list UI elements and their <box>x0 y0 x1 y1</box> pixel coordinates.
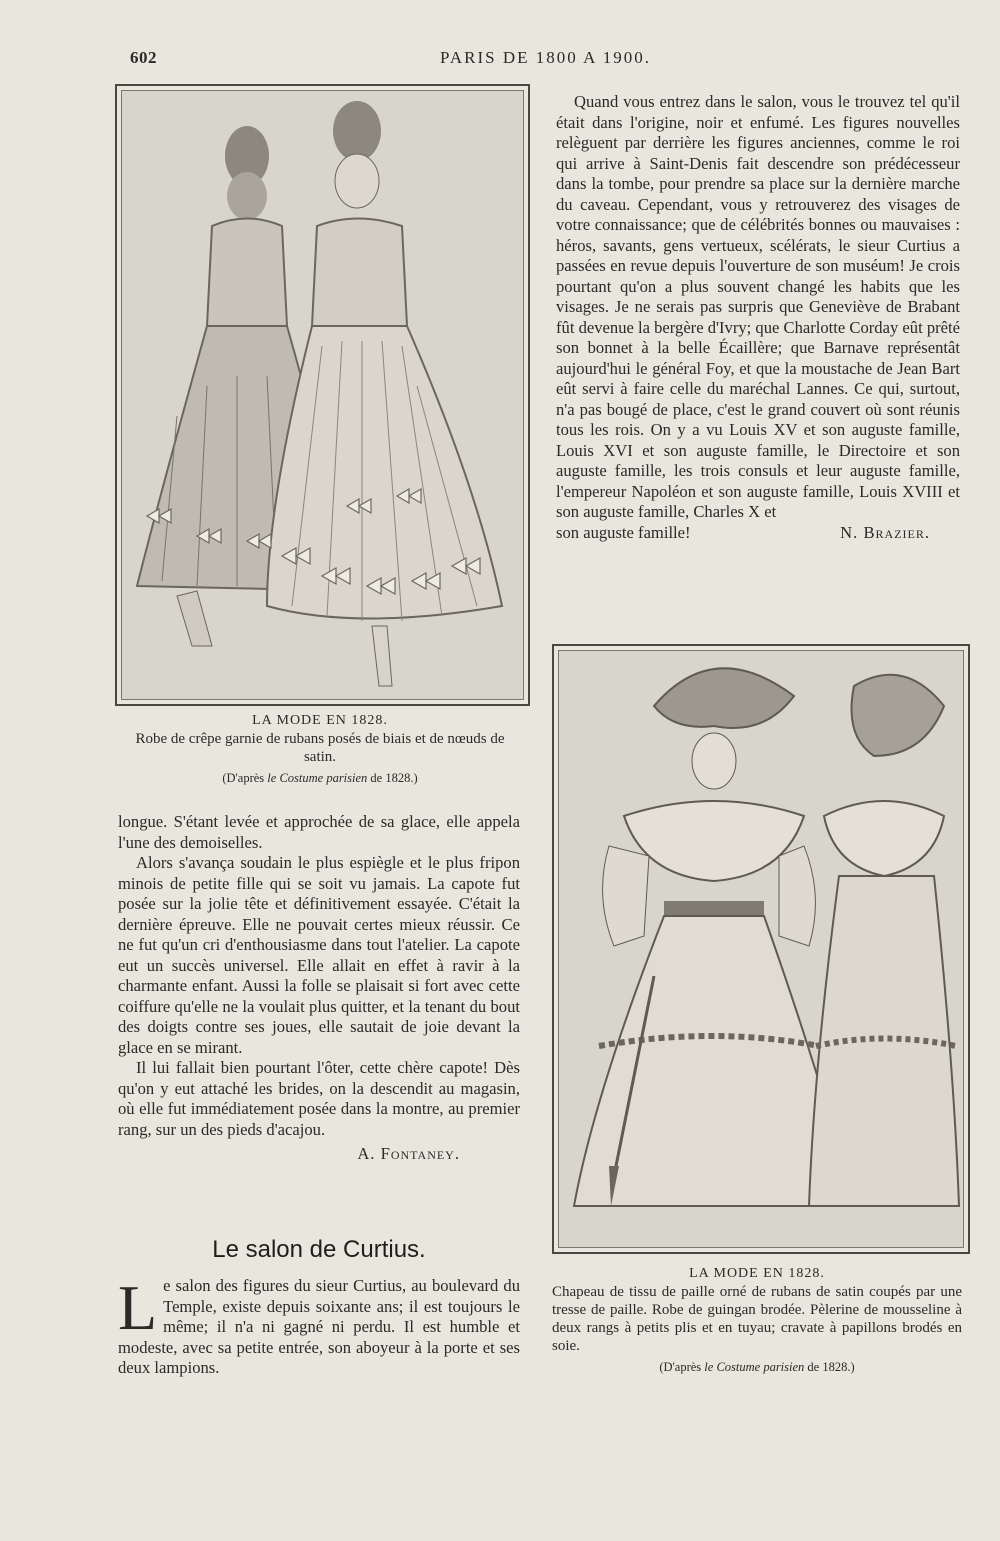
caption-source <box>552 1358 962 1376</box>
caption-source <box>120 769 520 787</box>
running-title: PARIS DE 1800 A 1900. <box>440 48 651 67</box>
engraving-bonnet-ladies-illustration <box>554 646 968 1252</box>
caption-title: LA MODE EN 1828. <box>252 713 388 728</box>
article-text-right-column <box>556 92 960 543</box>
last-line: son auguste famille! <box>556 522 691 542</box>
paragraph: Alors s'avança soudain le plus espiègle et le plus fripon minois de petite fille qui se soit vu jamais. La capote fut posée sur la jolie tête et définitivement essayée. C'était la dernière épreuve. Elle ne pouvait certes mieux réussir. Ce ne fut qu'un cri d'enthousiasme dans tout l'atelier. La capote eut un succès universel. Elle allait en effet à ravir à la charmante enfant. Aussi la folle se plaisait si fort avec cette coiffure qu'elle ne la voulait plus quitter, et la tenant du bout des doigts contre ses joues, elle sautait de joie devant la glace en se mirant. <box>118 853 520 1057</box>
closing-line <box>556 523 960 544</box>
drop-cap: L <box>118 1272 158 1343</box>
source-suffix: de 1828.) <box>807 1360 855 1374</box>
section-text <box>118 1272 520 1379</box>
source-prefix: (D'après <box>222 771 265 785</box>
source-work: le Costume parisien <box>267 771 368 785</box>
fashion-plate-straw-hat <box>552 644 970 1254</box>
plate-caption-1 <box>120 712 520 787</box>
source-suffix: de 1828.) <box>370 771 418 785</box>
author-signature: A. Fontaney. <box>357 1144 460 1163</box>
engraving-two-ladies-illustration <box>117 86 528 704</box>
caption-description: Robe de crêpe garnie de rubans posés de biais et de nœuds de satin. <box>135 731 505 765</box>
paragraph: Quand vous entrez dans le salon, vous le trouvez tel qu'il était dans l'origine, noir et enfumé. Les figures nouvelles relèguent par derrière les figures anciennes, comme le roi qui arrive à Saint-Denis fait descendre son prédécesseur dans la tombe, pour prendre sa place sur la dernière marche du caveau. Cependant, vous y retrouverez des visages de votre connaissance; que de célébrités bonnes ou mauvaises : héros, savants, gens vertueux, scélérats, le sieur Curtius a passées en revue depuis l'ouverture de son muséum! Je crois pourtant qu'on a plus souvent changé les habits que les visages. Je ne serais pas surpris que Geneviève de Brabant fût devenue la bergère d'Ivry; que Charlotte Corday eût prêté son bonnet à la belle Écaillère; que Barnave représentât aujourd'hui le général Foy, et que la moustache de Jean Bart eût servi à faire celle du maréchal Lannes. Ce qui, surtout, n'a pas bougé de place, c'est le grand couvert où sont réunis tous les rois. On y a vu Louis XV et son auguste famille, Louis XVI et son auguste famille, le Directoire et son auguste famille, les trois consuls et leur auguste famille, l'empereur Napoléon et son auguste famille, Louis XVIII et son auguste famille, Charles X et <box>556 92 961 521</box>
author-signature: N. Brazier. <box>840 522 930 542</box>
source-work: le Costume parisien <box>704 1360 805 1374</box>
caption-title: LA MODE EN 1828. <box>689 1266 825 1281</box>
fashion-plate-crepe-dress <box>115 84 530 706</box>
plate-caption-2 <box>552 1265 962 1376</box>
section-heading: Le salon de Curtius. <box>212 1236 426 1263</box>
article-text-left-column <box>118 812 520 1165</box>
paragraph: Il lui fallait bien pourtant l'ôter, cette chère capote! Dès qu'on y eut attaché les brides, on la descendit au magasin, où elle fut immédiatement posée dans la montre, au premier rang, sur un des pieds d'acajou. <box>118 1058 520 1139</box>
source-prefix: (D'après <box>659 1360 702 1374</box>
section-paragraph: e salon des figures du sieur Curtius, au boulevard du Temple, existe depuis soixante ans; il est toujours le même; il n'a ni gagné ni perdu. Il est humble et modeste, avec sa petite entrée, son aboyeur à la porte et ses deux lampions. <box>118 1276 520 1377</box>
paragraph: longue. S'étant levée et approchée de sa glace, elle appela l'une des demoiselles. <box>118 812 520 852</box>
page-number: 602 <box>130 48 157 67</box>
caption-description: Chapeau de tissu de paille orné de rubans de satin coupés par une tresse de paille. Robe de guingan brodée. Pèlerine de mousseline à deux rangs à petits plis et en tuyau; cravate à papillons brodés en soie. <box>552 1284 962 1354</box>
